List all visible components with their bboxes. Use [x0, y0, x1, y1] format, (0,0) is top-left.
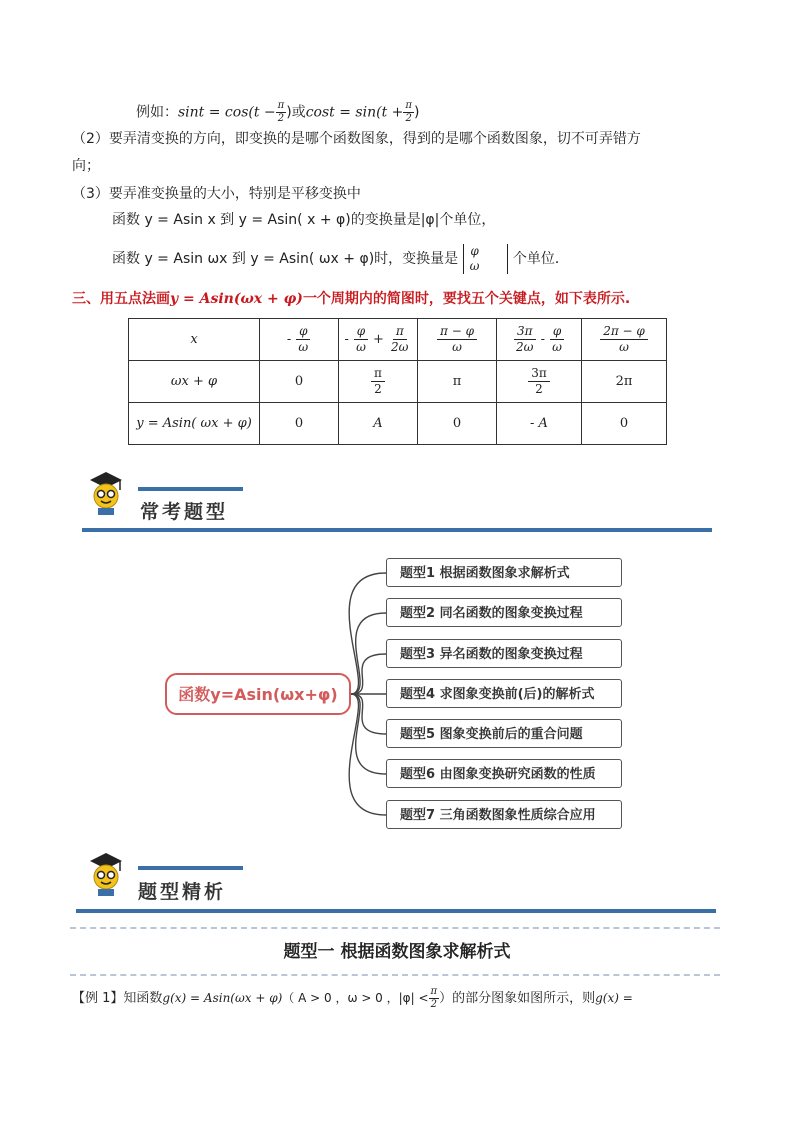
abs-phi-over-omega: φ ω: [463, 244, 509, 274]
phase-cell-4: $\frac{3\pi}{2}$: [497, 361, 582, 403]
pi-over-2-frac: $\frac{\pi}{2}$: [277, 100, 285, 124]
header-bar-top-2: [138, 866, 243, 870]
example-line: 例如：sint = cos(t − $\frac{\pi}{2}$ )或cost = sin(t + $\frac{\pi}{2}$ ): [136, 100, 420, 124]
table-row-y: [129, 403, 667, 445]
example1-line: 【例 1】知函数g(x) = Asin(ωx + φ)（ A > 0 ，ω > 0 ，|φ| < $\frac{\pi}{2}$ ）的部分图象如图所示，则g(x) =: [72, 986, 633, 1010]
mindmap-item-1: 题型1 根据函数图象求解析式: [386, 558, 622, 587]
table-row-phase: [129, 361, 667, 403]
x-cell-3: $\frac{\pi - \varphi}{\omega}$: [418, 319, 497, 361]
pi-over-2-frac-2: $\frac{\pi}{2}$: [405, 100, 412, 124]
header-bar-bottom-1: [82, 528, 712, 532]
mindmap-item-7: 题型7 三角函数图象性质综合应用: [386, 800, 622, 829]
mindmap-item-3: 题型3 异名函数的图象变换过程: [386, 639, 622, 668]
row-label-x: x: [129, 319, 260, 361]
y-cell-5: 0: [582, 403, 667, 445]
mindmap-center: 函数y=Asin(ωx+φ): [165, 673, 351, 715]
phase-cell-3: π: [418, 361, 497, 403]
example-eq2: cost = sin(t +: [305, 104, 404, 121]
y-cell-4: - A: [497, 403, 582, 445]
phase-cell-2: $\frac{\pi}{2}$: [339, 361, 418, 403]
mindmap-item-4: 题型4 求图象变换前(后)的解析式: [386, 679, 622, 708]
func1-line: 函数 y = Asin x 到 y = Asin( x + φ)的变换量是|φ|个单位，: [112, 212, 496, 228]
mindmap-item-5: 题型5 图象变换前后的重合问题: [386, 719, 622, 748]
topic1-title: 题型一 根据函数图象求解析式: [283, 942, 511, 962]
func2-line: 函数 y = Asin ωx 到 y = Asin( ωx + φ)时，变换量是 φ ω 个单位．: [112, 244, 569, 273]
y-cell-3: 0: [418, 403, 497, 445]
header-bar-bottom-2: [76, 909, 716, 913]
row-label-phase: ωx + φ: [129, 361, 260, 403]
mindmap-item-6: 题型6 由图象变换研究函数的性质: [386, 759, 622, 788]
five-point-table: [128, 318, 667, 445]
header-bar-top-1: [138, 487, 243, 491]
mindmap-item-2: 题型2 同名函数的图象变换过程: [386, 598, 622, 627]
section-title-changkao: 常考题型: [140, 501, 229, 523]
section3-heading: 三、用五点法画y = Asin(ωx + φ)一个周期内的简图时，要找五个关键点，如下表所示.: [72, 291, 631, 307]
x-cell-2: - $\frac{\varphi}{\omega}$ + $\frac{\pi}{2\omega}$: [339, 319, 418, 361]
section-title-jingxi: 题型精析: [138, 881, 227, 903]
mascot-icon-2: [84, 851, 124, 897]
mascot-icon: [84, 470, 124, 516]
phase-cell-5: 2π: [582, 361, 667, 403]
x-cell-4: $\frac{3\pi}{2\omega}$ - $\frac{\varphi}{\omega}$: [497, 319, 582, 361]
y-cell-2: A: [339, 403, 418, 445]
example-eq1: sint = cos(t −: [178, 104, 276, 121]
row-label-y: y = Asin( ωx + φ): [129, 403, 260, 445]
item2-line-a: （2）要弄清变换的方向，即变换的是哪个函数图象，得到的是哪个函数图象，切不可弄错方: [72, 131, 641, 147]
item3-line: （3）要弄准变换量的大小，特别是平移变换中: [72, 186, 361, 202]
dashed-divider-top: [70, 927, 720, 929]
example-prefix: 例如：: [136, 104, 178, 121]
dashed-divider-bottom: [70, 974, 720, 976]
x-cell-1: - $\frac{\varphi}{\omega}$: [260, 319, 339, 361]
x-cell-5: $\frac{2\pi - \varphi}{\omega}$: [582, 319, 667, 361]
table-row-x: [129, 319, 667, 361]
y-cell-1: 0: [260, 403, 339, 445]
example-or: )或: [286, 104, 306, 121]
item2-line-b: 向；: [72, 158, 100, 174]
phase-cell-1: 0: [260, 361, 339, 403]
